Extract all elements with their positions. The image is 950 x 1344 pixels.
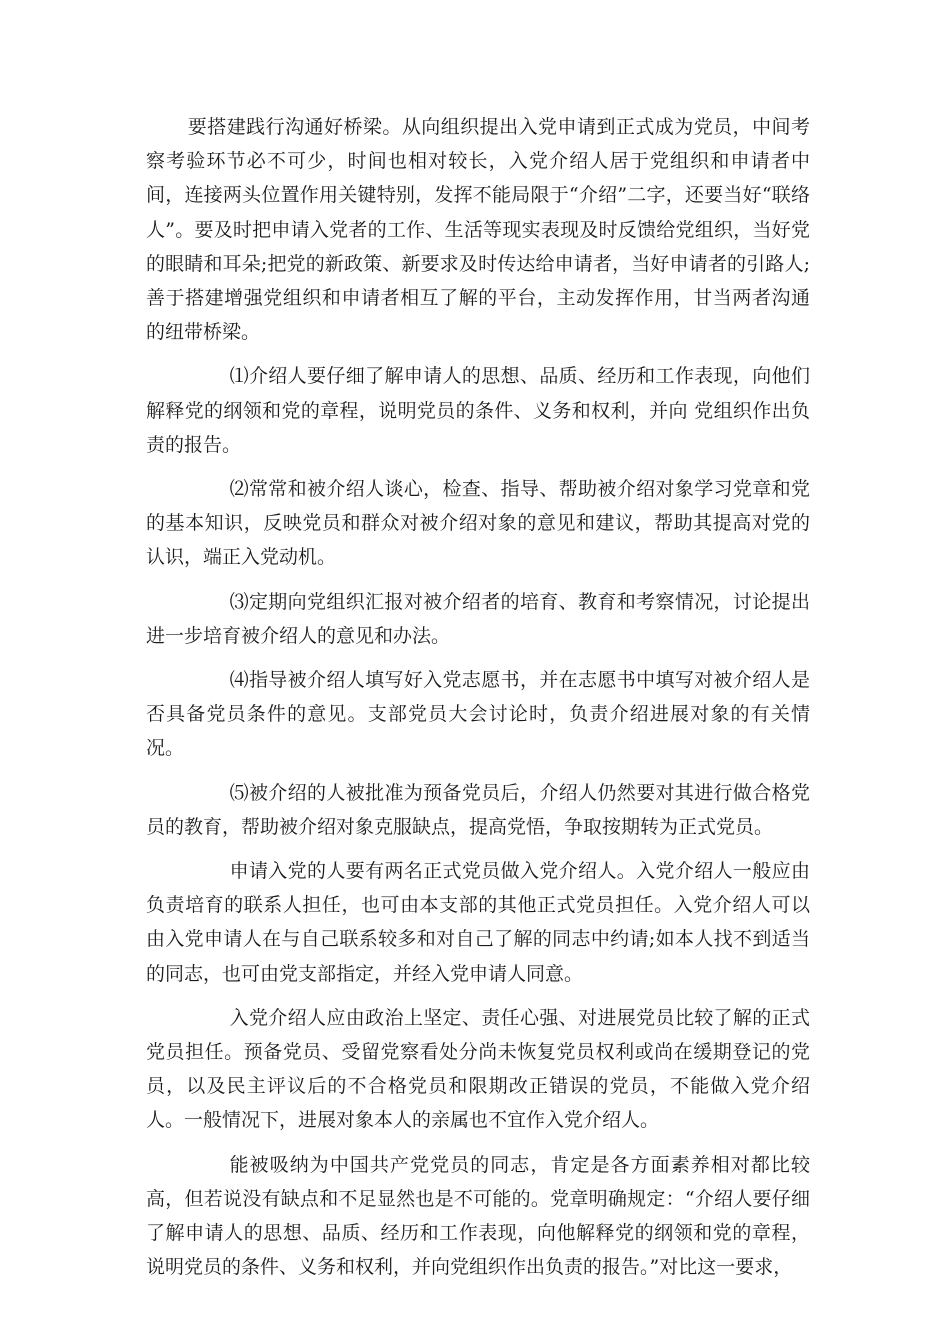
document-body (146, 110, 810, 1285)
list-item-1: ⑴介绍人要仔细了解申请人的思想、品质、经历和工作表现，向他们解释党的纲领和党的章程，说明党员的条件、义务和权利，并向 党组织作出负责的报告。 (146, 365, 810, 456)
list-item-4: ⑷指导被介绍人填写好入党志愿书，并在志愿书中填写对被介绍人是否具备党员条件的意见。支部党员大会讨论时，负责介绍进展对象的有关情况。 (146, 669, 810, 760)
paragraph-requirements: 能被吸纳为中国共产党党员的同志，肯定是各方面素养相对都比较高，但若说没有缺点和不足显然也是不可能的。党章明确规定：“介绍人要仔细了解申请人的思想、品质、经历和工作表现，向他解释党的纲领和党的章程，说明党员的条件、义务和权利，并向党组织作出负责的报告。”对比这一要求， (146, 1153, 810, 1279)
paragraph-qualifications: 入党介绍人应由政治上坚定、责任心强、对进展党员比较了解的正式党员担任。预备党员、受留党察看处分尚未恢复党员权利或尚在缓期登记的党员，以及民主评议后的不合格党员和限期改正错误的党员，不能做入党介绍人。一般情况下，进展对象本人的亲属也不宜作入党介绍人。 (146, 1006, 810, 1132)
list-item-2: ⑵常常和被介绍人谈心，检查、指导、帮助被介绍对象学习党章和党的基本知识，反映党员和群众对被介绍对象的意见和建议，帮助其提高对党的认识，端正入党动机。 (146, 478, 810, 569)
list-item-3: ⑶定期向党组织汇报对被介绍者的培育、教育和考察情况，讨论提出进一步培育被介绍人的意见和办法。 (146, 590, 810, 647)
paragraph-bridge: 要搭建践行沟通好桥梁。从向组织提出入党申请到正式成为党员，中间考察考验环节必不可少，时间也相对较长，入党介绍人居于党组织和申请者中间，连接两头位置作用关键特别，发挥不能局限于“介绍”二字，还要当好“联络人”。要及时把申请入党者的工作、生活等现实表现及时反馈给党组织，当好党的眼睛和耳朵;把党的新政策、新要求及时传达给申请者，当好申请者的引路人;善于搭建增强党组织和申请者相互了解的平台，主动发挥作用，甘当两者沟通的纽带桥梁。 (146, 116, 810, 344)
paragraph-two-introducers: 申请入党的人要有两名正式党员做入党介绍人。入党介绍人一般应由负责培育的联系人担任，也可由本支部的其他正式党员担任。入党介绍人可以由入党申请人在与自己联系较多和对自己了解的同志中约请;如本人找不到适当的同志，也可由党支部指定，并经入党申请人同意。 (146, 860, 810, 985)
list-item-5: ⑸被介绍的人被批准为预备党员后，介绍人仍然要对其进行做合格党员的教育，帮助被介绍对象克服缺点，提高党悟，争取按期转为正式党员。 (146, 781, 810, 838)
